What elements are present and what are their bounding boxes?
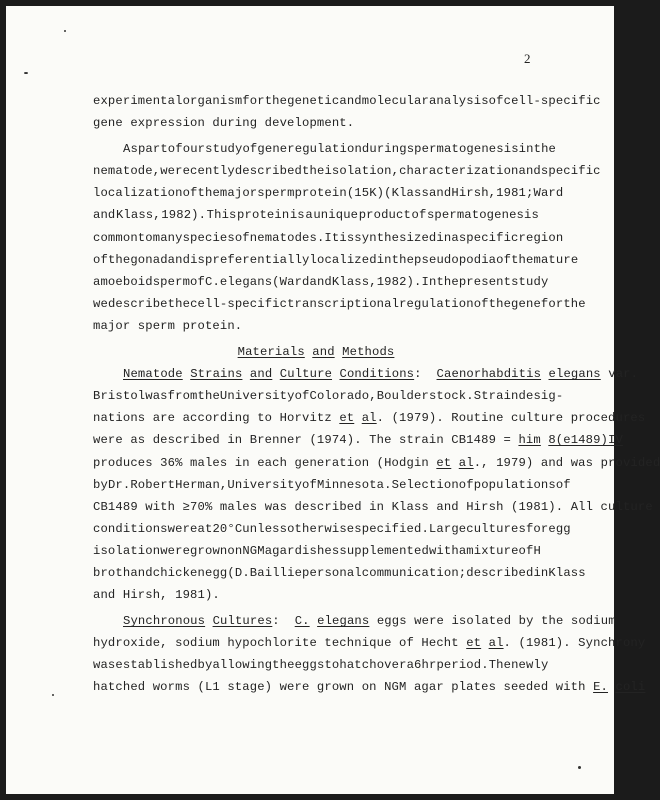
word: we: [160, 164, 176, 179]
word: cultures: [466, 521, 526, 536]
word: from: [167, 389, 198, 404]
word: mixture: [466, 543, 519, 558]
word: 20°C: [212, 521, 243, 536]
word: and: [130, 565, 153, 580]
word: of: [93, 252, 108, 267]
text-line: [93, 227, 564, 249]
text-line: and Hirsh, 1981).: [93, 588, 220, 603]
text-fragment: hydroxide, sodium hypochlorite technique of Hecht: [93, 636, 459, 651]
word: of: [411, 208, 427, 223]
text-line: [93, 654, 549, 676]
word: in: [518, 142, 534, 157]
word: chicken: [152, 565, 205, 580]
body-text: [93, 90, 660, 699]
word: nematode,: [93, 164, 161, 179]
text-line: [93, 90, 601, 112]
word: and: [428, 186, 452, 201]
subheading-word: Cultures: [212, 614, 273, 629]
word: This: [206, 208, 237, 223]
subheading-word: Culture: [279, 367, 333, 382]
word: sperm: [152, 274, 191, 289]
word: of: [294, 389, 310, 404]
word: part: [137, 142, 168, 157]
word: dishes: [294, 543, 340, 558]
species-name: elegans: [548, 367, 601, 382]
text-fragment: males was described in Klass and Hirsh (1981). All culture: [219, 499, 653, 514]
word: the: [264, 94, 288, 108]
word: of: [302, 477, 317, 492]
word: gene: [257, 142, 288, 157]
word: was: [93, 658, 116, 673]
word: were: [160, 543, 191, 558]
word: egg: [204, 565, 228, 580]
word: (Klass: [384, 186, 429, 201]
word: isolation,: [324, 164, 400, 179]
allele-name: 8(e1489)IV: [548, 433, 623, 448]
word: hr: [421, 658, 437, 673]
word: described: [234, 164, 303, 179]
word: regulation: [399, 296, 474, 311]
word: of: [555, 477, 571, 492]
word: major: [219, 186, 258, 201]
word: a: [451, 230, 459, 245]
word: spermatogenesis: [426, 208, 539, 223]
word: University: [219, 389, 295, 404]
word: localized: [309, 252, 377, 267]
word: and: [309, 274, 332, 289]
text-line: [93, 676, 646, 698]
text-line: [93, 293, 586, 315]
word: allowing: [212, 658, 273, 673]
word: otherwise: [287, 521, 355, 536]
word: established: [115, 658, 198, 673]
heading-word: Materials: [237, 345, 305, 360]
word: elegans: [219, 274, 273, 289]
genus-abbrev: C.: [294, 614, 310, 629]
word: In: [421, 274, 437, 289]
text-fragment: . (1979). Routine culture procedures: [376, 411, 646, 426]
word: study: [205, 142, 243, 157]
word: Bristol: [93, 389, 146, 404]
word: the: [563, 296, 586, 311]
word: Boulder: [376, 389, 429, 404]
word: for: [540, 296, 564, 311]
word: the: [511, 252, 534, 267]
word: 1982).: [376, 274, 422, 289]
latin-et: et: [339, 411, 355, 426]
latin-et: et: [466, 636, 482, 651]
genus-name: Caenorhabditis: [436, 367, 542, 382]
word: pseudopodia: [414, 252, 497, 267]
word: of: [488, 94, 504, 108]
word: of: [242, 142, 258, 157]
word: agar: [264, 543, 295, 558]
word: analysis: [428, 94, 489, 108]
word: with: [428, 543, 459, 558]
word: Robert: [130, 477, 176, 492]
word: at: [197, 521, 213, 536]
word: Strain: [473, 389, 519, 404]
word: University: [227, 477, 303, 492]
word: in: [533, 565, 549, 580]
text-line: [93, 452, 660, 474]
text-line: [93, 271, 549, 293]
word: spermatogenesis: [406, 142, 519, 157]
word: Ward: [533, 186, 564, 201]
word: nematodes.: [249, 230, 325, 245]
word: were: [167, 521, 198, 536]
word: isolation: [93, 543, 161, 558]
sync-heading-line: [93, 610, 616, 632]
word: organism: [182, 94, 243, 108]
punct: :: [272, 614, 280, 629]
word: As: [123, 142, 138, 157]
word: present: [458, 274, 512, 289]
word: of: [190, 274, 205, 289]
word: the: [107, 252, 131, 267]
word: synthesized: [354, 230, 437, 245]
word: of: [234, 230, 250, 245]
text-line: [93, 540, 539, 562]
text-fragment: nations are according to Horvitz: [93, 411, 332, 426]
subheading-word: Strains: [190, 367, 243, 382]
word: molecular: [361, 94, 429, 108]
text-fragment: var.: [608, 367, 639, 382]
word: to: [324, 658, 340, 673]
heading-word: and: [312, 345, 335, 360]
latin-et: et: [436, 455, 452, 470]
text-line: [93, 249, 579, 271]
text-line: [93, 632, 646, 654]
word: desig-: [518, 389, 564, 404]
strains-heading-line: [93, 363, 639, 385]
word: Klass,: [115, 208, 161, 223]
scan-speck: [578, 766, 581, 769]
text-line: [93, 496, 653, 518]
scan-speck: [64, 30, 66, 32]
text-fragment: CB1489 with: [93, 499, 176, 514]
text-fragment: . (1981). Synchrony: [503, 636, 646, 651]
word: and: [93, 208, 116, 223]
word: product: [358, 208, 411, 223]
text-line: [93, 138, 557, 160]
word: is: [190, 252, 206, 267]
text-fragment: were as described in Brenner (1974). The strain CB1489 =: [93, 433, 511, 448]
text-fragment: ., 1979) and was provided: [473, 455, 660, 470]
word: specified.: [354, 521, 429, 536]
word: for: [242, 94, 265, 108]
word: supplemented: [339, 543, 429, 558]
word: Dr.: [107, 477, 131, 492]
word: newly: [511, 658, 549, 673]
word: on: [227, 543, 243, 558]
word: the: [533, 142, 557, 157]
heading-word: Methods: [342, 345, 395, 360]
word: of: [167, 142, 183, 157]
word: Klass: [548, 565, 586, 580]
text-fragment: produces 36% males in each generation (Hodgin: [93, 455, 429, 470]
word: preferentially: [205, 252, 310, 267]
word: cell-specific: [503, 94, 601, 108]
word: common: [93, 230, 138, 245]
word: during: [361, 142, 407, 157]
word: in: [376, 252, 392, 267]
subheading-word: Nematode: [123, 367, 183, 382]
word: our: [182, 142, 206, 157]
document-page: [6, 6, 660, 794]
word: a: [305, 208, 313, 223]
word: Hirsh,: [451, 186, 497, 201]
word: over: [376, 658, 407, 673]
word: by: [197, 658, 213, 673]
text-line: [93, 474, 571, 496]
word: in: [436, 230, 452, 245]
gene-name: him: [518, 433, 541, 448]
word: gonad: [130, 252, 168, 267]
word: The: [488, 658, 512, 673]
word: unique: [313, 208, 359, 223]
text-line: major sperm protein.: [93, 318, 243, 333]
word: sperm: [257, 186, 295, 201]
subheading-word: Conditions: [339, 367, 415, 382]
word: hatch: [339, 658, 377, 673]
word: cell-specific: [190, 296, 288, 311]
word: communication;: [361, 565, 467, 580]
word: eggs: [294, 658, 325, 673]
word: a: [406, 658, 415, 673]
word: described: [466, 565, 534, 580]
genus-abbrev: E.: [593, 680, 609, 695]
word: is: [289, 208, 305, 223]
word: was: [145, 389, 168, 404]
word: unless: [242, 521, 288, 536]
text-line: [93, 182, 564, 204]
word: Selection: [391, 477, 459, 492]
word: and: [518, 164, 541, 179]
word: of: [518, 543, 534, 558]
latin-al: al: [361, 411, 377, 426]
text-line: [93, 518, 571, 540]
word: characterization: [399, 164, 519, 179]
scan-speck: [24, 72, 28, 74]
word: study: [511, 274, 549, 289]
word: region: [518, 230, 564, 245]
word: by: [93, 477, 108, 492]
species-name: coli: [615, 680, 646, 695]
word: species: [182, 230, 235, 245]
word: conditions: [93, 521, 168, 536]
word: and: [167, 252, 191, 267]
word: amoeboid: [93, 274, 153, 289]
text-line: [93, 562, 586, 584]
word: experimental: [93, 94, 183, 108]
word: broth: [93, 565, 131, 580]
word: the: [167, 296, 191, 311]
text-line: [93, 204, 539, 226]
word: specific: [458, 230, 519, 245]
word: NGM: [242, 543, 265, 558]
text-line: [93, 385, 564, 407]
word: the: [302, 164, 325, 179]
word: describe: [107, 296, 168, 311]
word: (15K): [346, 186, 385, 201]
word: localization: [93, 186, 183, 201]
word: specific: [540, 164, 601, 179]
word: the: [197, 389, 220, 404]
species-name: elegans: [317, 614, 370, 629]
percentage: ≥70%: [182, 499, 213, 514]
word: personal: [302, 565, 362, 580]
word: is: [339, 230, 355, 245]
word: we: [93, 296, 108, 311]
word: (D.: [227, 565, 250, 580]
punct: :: [414, 367, 422, 382]
subheading-word: and: [249, 367, 273, 382]
word: Large: [428, 521, 467, 536]
word: of: [496, 252, 512, 267]
word: period.: [436, 658, 489, 673]
word: of: [458, 477, 474, 492]
word: grown: [190, 543, 228, 558]
word: 1981;: [496, 186, 534, 201]
word: and: [339, 94, 362, 108]
word: the: [488, 296, 512, 311]
word: Minnesota.: [316, 477, 392, 492]
word: the: [197, 186, 220, 201]
word: H: [533, 543, 541, 558]
word: protein: [294, 186, 347, 201]
word: transcriptional: [287, 296, 400, 311]
text-line: [93, 160, 601, 182]
word: C.: [204, 274, 220, 289]
section-heading: [93, 341, 539, 363]
word: of: [473, 296, 489, 311]
scan-speck: [52, 694, 54, 696]
word: genetic: [287, 94, 340, 108]
word: egg: [548, 521, 571, 536]
text-fragment: hatched worms (L1 stage) were grown on NGM agar plates seeded with: [93, 680, 586, 695]
word: Klass,: [331, 274, 377, 289]
word: Colorado,: [309, 389, 377, 404]
latin-al: al: [488, 636, 504, 651]
word: a: [458, 543, 467, 558]
word: the: [391, 252, 415, 267]
text-line: gene expression during development.: [93, 116, 355, 131]
word: the: [272, 658, 295, 673]
text-fragment: eggs were isolated by the sodium: [376, 614, 616, 629]
word: many: [152, 230, 183, 245]
word: gene: [511, 296, 541, 311]
subheading-word: Synchronous: [123, 614, 206, 629]
word: 1982).: [161, 208, 207, 223]
word: populations: [473, 477, 556, 492]
word: to: [137, 230, 153, 245]
word: Baillie: [249, 565, 303, 580]
word: mature: [533, 252, 579, 267]
word: the: [436, 274, 459, 289]
word: It: [324, 230, 340, 245]
word: of: [182, 186, 198, 201]
page-number: 2: [524, 51, 531, 66]
text-line: [93, 407, 646, 429]
word: (Ward: [272, 274, 310, 289]
word: for: [525, 521, 549, 536]
word: Herman,: [175, 477, 228, 492]
word: recently: [175, 164, 235, 179]
word: protein: [237, 208, 290, 223]
word: stock.: [428, 389, 474, 404]
text-line: [93, 429, 623, 451]
latin-al: al: [458, 455, 474, 470]
word: regulation: [287, 142, 362, 157]
word: 6: [414, 658, 422, 673]
